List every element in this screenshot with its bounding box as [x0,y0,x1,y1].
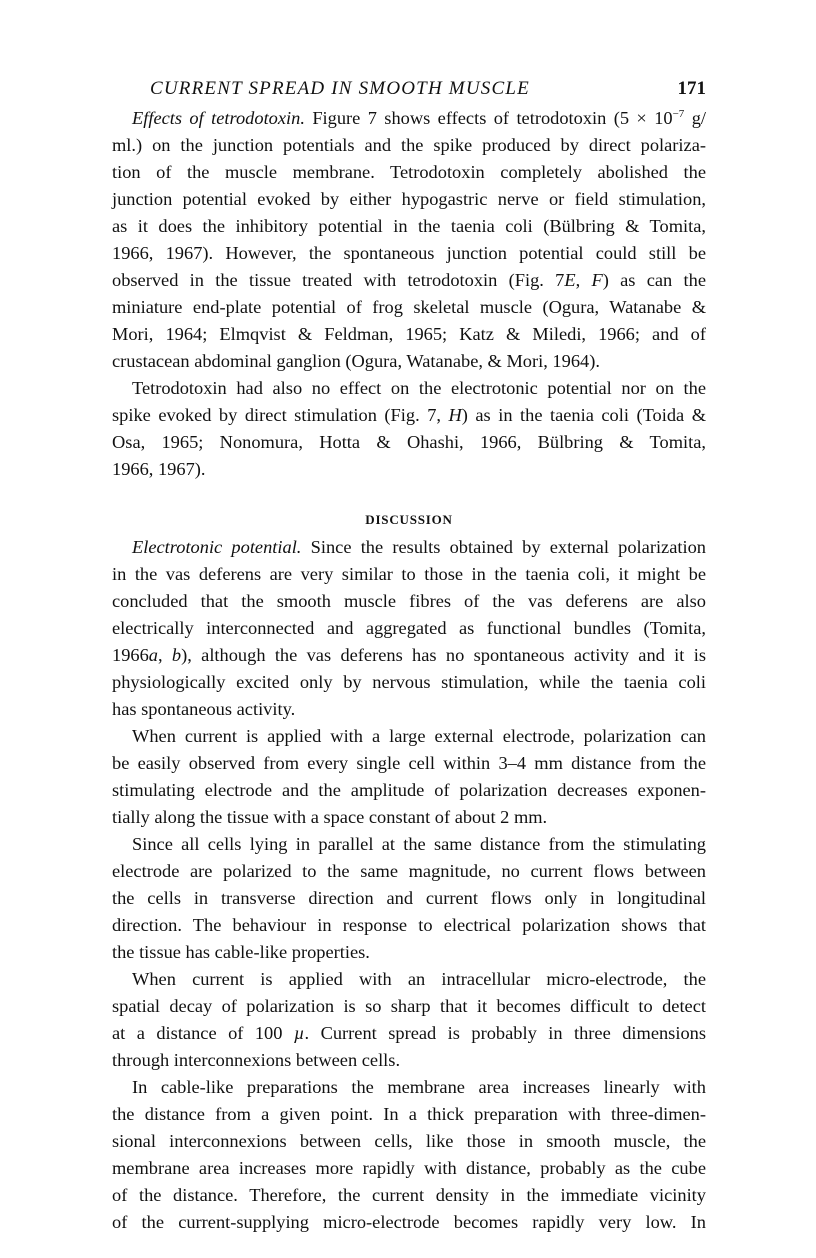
text-run: as it does the inhibitory potential in the taenia coli (Bülbring & Tomita, [112,216,706,236]
text-run: concluded that the smooth muscle fibres of the vas deferens are also [112,591,706,611]
text-run: tially along the tissue with a space constant of about 2 mm. [112,807,548,827]
page-number: 171 [677,78,706,99]
text-run: , [575,270,592,290]
text-run: direction. The behaviour in response to electrical polarization shows that [112,915,706,935]
text-run: 1966 [112,645,149,665]
italic-text: F [591,270,603,290]
running-header [150,78,706,100]
text-line [112,860,706,882]
text-run: of the current-supplying micro-electrode becomes rapidly very low. In [112,1212,706,1232]
text-run: Since all cells lying in parallel at the same distance from the stimulating [132,834,706,854]
text-line [112,296,706,318]
text-line [112,1049,706,1071]
text-run: g/ [684,108,707,128]
italic-text: Effects of tetrodotoxin. [132,108,305,128]
text-run: , [157,645,172,665]
text-run: be easily observed from every single cell within 3–4 mm distance from the [112,753,706,773]
text-run: electrically interconnected and aggregated as functional bundles (Tomita, [112,618,706,638]
text-run: Since the results obtained by external polarization [301,537,706,557]
text-line [112,1184,706,1206]
text-run: ), although the vas deferens has no spontaneous activity and it is [181,645,706,665]
text-run: DISCUSSION [365,512,453,527]
text-line [112,323,706,345]
text-run: miniature end-plate potential of frog skeletal muscle (Ogura, Watanabe & [112,297,706,317]
text-run: observed in the tissue treated with tetrodotoxin (Fig. 7 [112,270,565,290]
text-line [112,671,706,693]
text-run: 1966, 1967). [112,459,206,479]
text-line [112,188,706,210]
text-run: the cells in transverse direction and current flows only in longitudinal [112,888,706,908]
text-run: at a distance of 100 [112,1023,294,1043]
text-line [112,134,706,156]
text-run: of the distance. Therefore, the current density in the immediate vicinity [112,1185,706,1205]
italic-text: E [564,270,576,290]
text-line [112,458,706,480]
text-line [112,698,706,720]
text-line [112,941,706,963]
text-line [112,779,706,801]
text-run: When current is applied with an intracellular micro-electrode, the [132,969,706,989]
text-line [112,590,706,612]
text-line [112,563,706,585]
text-line [112,1130,706,1152]
text-run: Tetrodotoxin had also no effect on the electrotonic potential nor on the [132,378,706,398]
text-line [132,725,706,747]
text-line [112,215,706,237]
text-line [112,350,706,372]
text-line [112,617,706,639]
text-run: Mori, 1964; Elmqvist & Feldman, 1965; Katz & Miledi, 1966; and of [112,324,706,344]
text-run: membrane area increases more rapidly with distance, probably as the cube [112,1158,706,1178]
text-line [112,161,706,183]
text-run: physiologically excited only by nervous stimulation, while the taenia coli [112,672,706,692]
text-line [112,806,706,828]
text-line [112,644,706,666]
text-run: through interconnexions between cells. [112,1050,401,1070]
text-run: ) as can the [602,270,706,290]
text-line [132,833,706,855]
text-line [112,404,706,426]
italic-text: Electrotonic potential. [132,537,302,557]
text-line [132,536,706,558]
text-run: Figure 7 shows effects of tetrodotoxin (5 × 10 [304,108,673,128]
section-heading [112,509,706,531]
text-line [132,377,706,399]
text-line [112,914,706,936]
text-line [112,431,706,453]
text-line [132,968,706,990]
italic-text: a [148,645,158,665]
text-run: sional interconnexions between cells, like those in smooth muscle, the [112,1131,706,1151]
text-line [132,1076,706,1098]
text-line [132,107,706,129]
text-run: the distance from a given point. In a thick preparation with three-dimen- [112,1104,706,1124]
italic-text: b [171,645,182,665]
text-line [112,1157,706,1179]
italic-text: µ [293,1023,305,1043]
text-line [112,1103,706,1125]
text-line [112,269,706,291]
running-title: CURRENT SPREAD IN SMOOTH MUSCLE [150,78,530,99]
superscript: −7 [672,107,685,120]
text-run: the tissue has cable-like properties. [112,942,370,962]
text-line [112,752,706,774]
text-run: in the vas deferens are very similar to those in the taenia coli, it might be [112,564,706,584]
text-run: spike evoked by direct stimulation (Fig. 7, [112,405,449,425]
text-run: tion of the muscle membrane. Tetrodotoxin completely abolished the [112,162,706,182]
text-run: junction potential evoked by either hypogastric nerve or field stimulation, [112,189,706,209]
text-line [112,242,706,264]
text-run: ml.) on the junction potentials and the spike produced by direct polariza- [112,135,706,155]
italic-text: H [448,405,462,425]
text-line [112,995,706,1017]
text-run: . Current spread is probably in three dimensions [304,1023,706,1043]
text-run: In cable-like preparations the membrane area increases linearly with [132,1077,706,1097]
text-line [112,887,706,909]
text-run: Osa, 1965; Nonomura, Hotta & Ohashi, 1966, Bülbring & Tomita, [112,432,706,452]
text-run: crustacean abdominal ganglion (Ogura, Watanabe, & Mori, 1964). [112,351,600,371]
text-run: has spontaneous activity. [112,699,296,719]
text-line [112,1211,706,1233]
text-run: When current is applied with a large external electrode, polarization can [132,726,706,746]
text-run: ) as in the taenia coli (Toida & [461,405,706,425]
text-run: spatial decay of polarization is so sharp that it becomes difficult to detect [112,996,706,1016]
text-run: stimulating electrode and the amplitude of polarization decreases exponen- [112,780,706,800]
text-line [112,1022,706,1044]
text-run: electrode are polarized to the same magnitude, no current flows between [112,861,706,881]
text-run: 1966, 1967). However, the spontaneous junction potential could still be [112,243,706,263]
